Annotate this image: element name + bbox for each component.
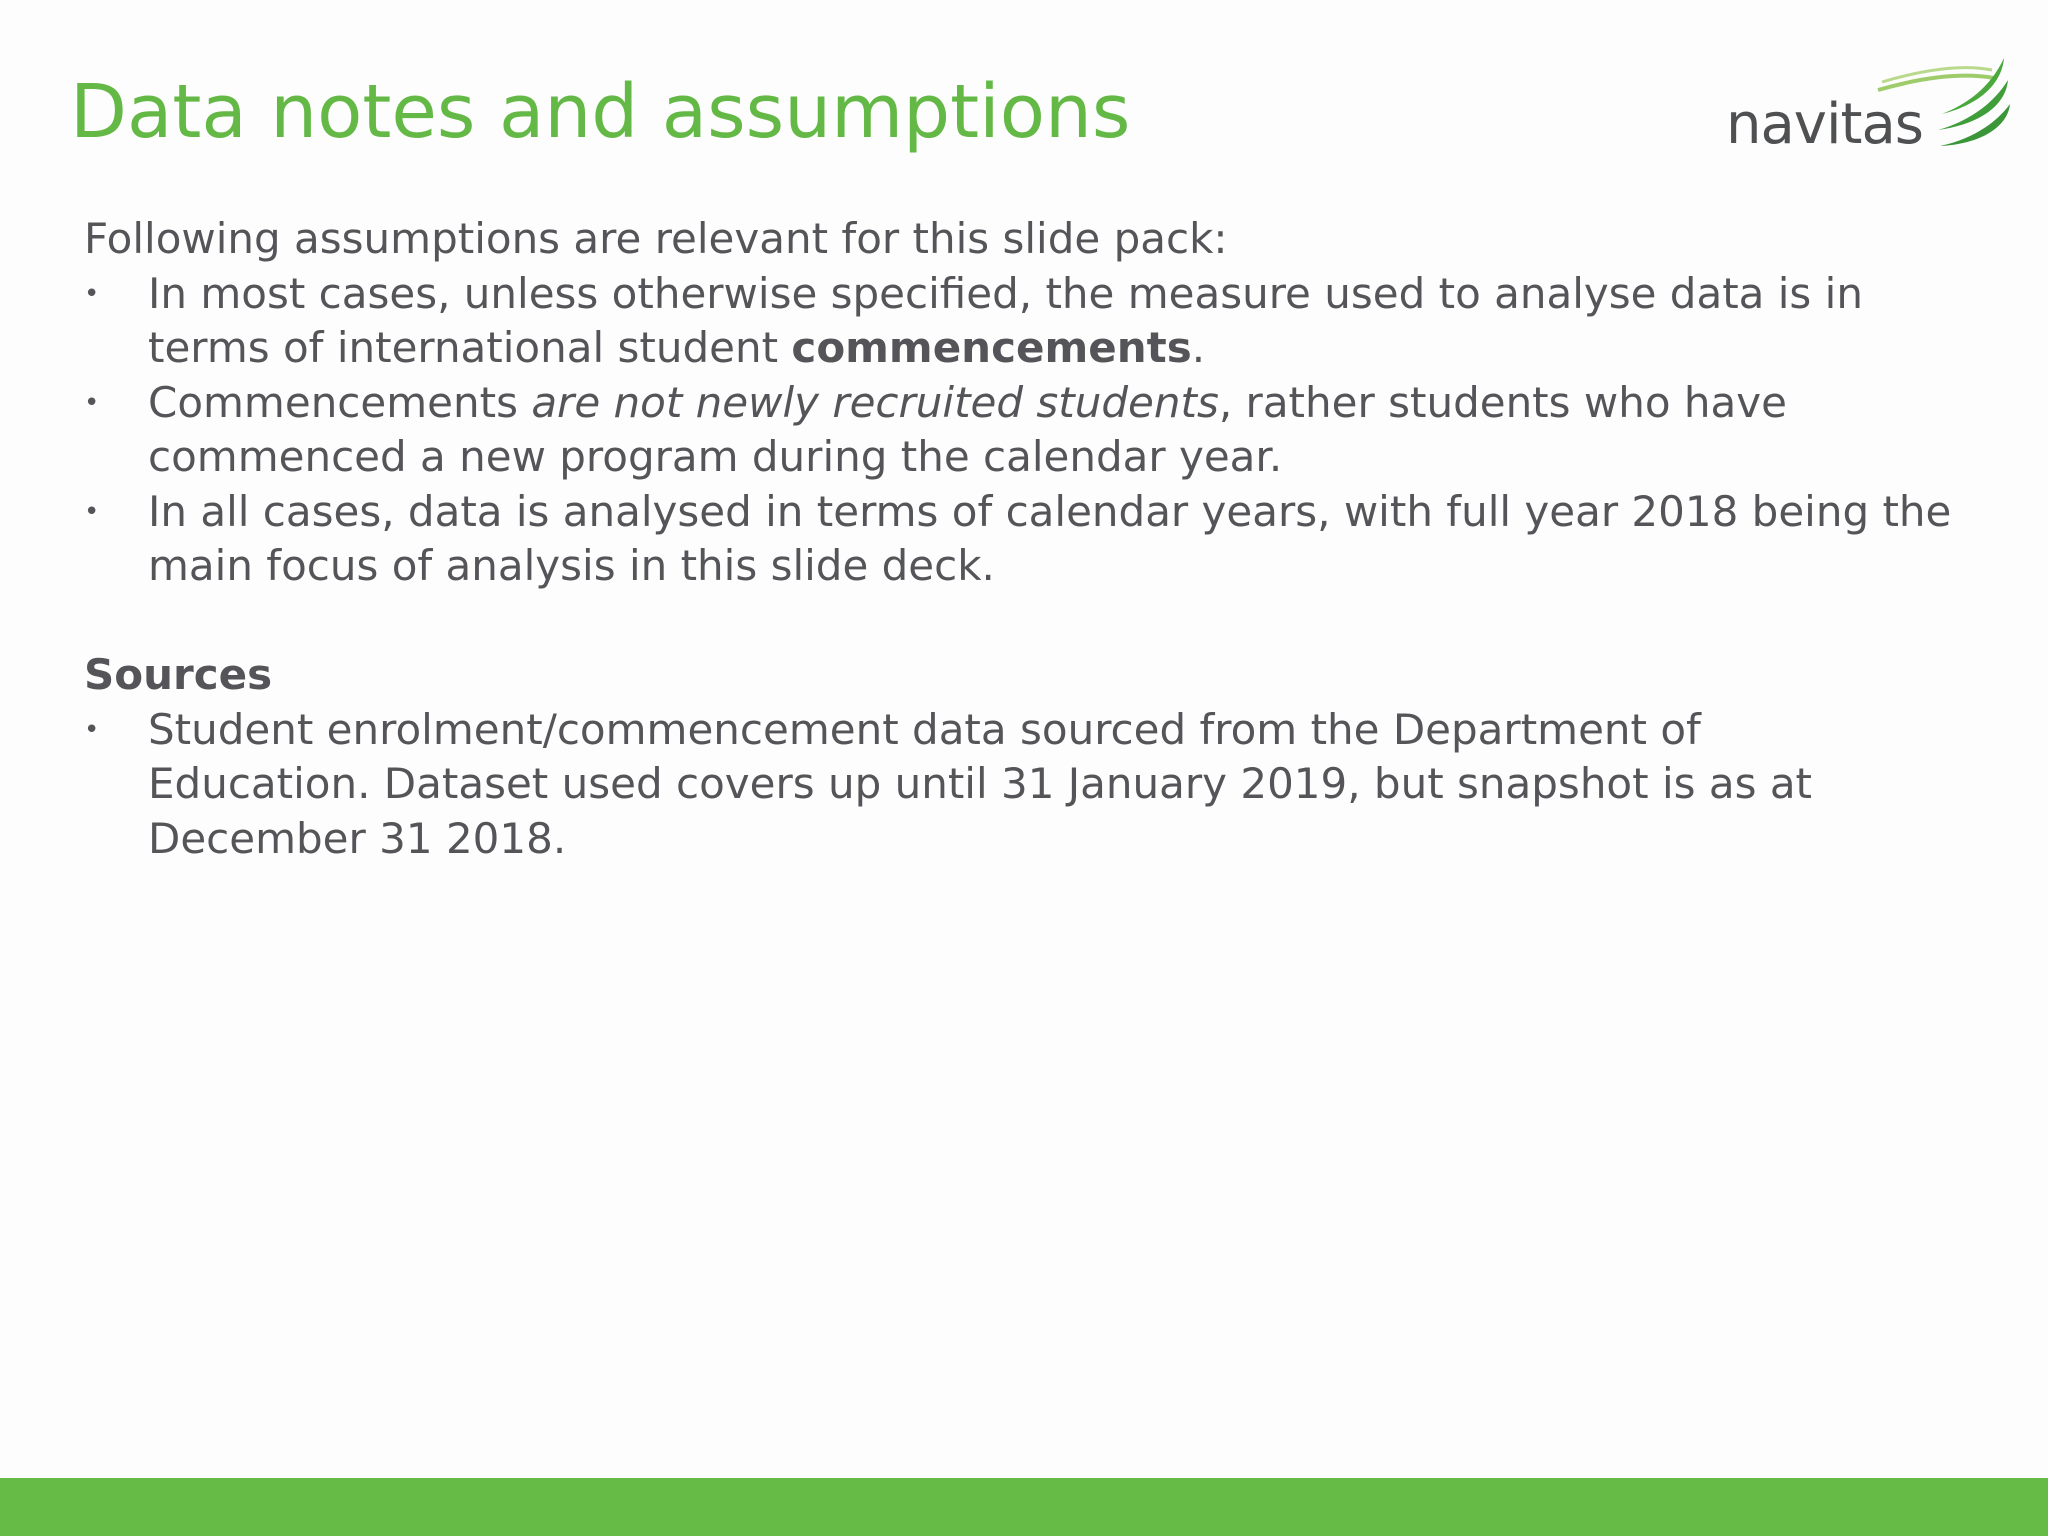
source-1-line-1: Student enrolment/commencement data sourced from the Department of: [148, 704, 1701, 754]
slide-body: [84, 212, 1984, 866]
source-item-department-of-education: [84, 703, 1984, 867]
assumption-2-text: Commencements: [148, 377, 532, 427]
sources-list: [84, 703, 1984, 867]
logo-wordmark: navitas: [1726, 92, 1923, 157]
sources-heading: Sources: [84, 650, 273, 699]
assumption-1-end: .: [1191, 323, 1206, 372]
bullet-icon: •: [84, 714, 100, 745]
assumption-2-end: , rather students who have commenced a new program during the calendar year.: [148, 377, 1787, 481]
assumption-1-text: In most cases, unless otherwise specified, the measure used to analyse data is in terms of international student: [148, 268, 1863, 372]
source-1-line-3: December 31 2018.: [148, 813, 567, 863]
section-spacer: [84, 594, 1984, 649]
assumption-item-calendar-years: [84, 485, 1984, 594]
logo-swoosh-icon: [1842, 52, 2017, 152]
assumptions-intro: Following assumptions are relevant for this slide pack:: [84, 214, 1228, 263]
navitas-logo: [1722, 52, 2012, 162]
bullet-icon: •: [84, 496, 100, 527]
footer-bar: [0, 1478, 2048, 1536]
slide-title: Data notes and assumptions: [70, 69, 1131, 155]
assumption-3-text: In all cases, data is analysed in terms of calendar years, with full year 2018 being the main focus of analysis in this slide deck.: [148, 486, 1952, 590]
source-1-line-2: Education. Dataset used covers up until 31 January 2019, but snapshot is as at: [148, 759, 1813, 808]
assumption-2-italic: are not newly recruited students: [531, 377, 1219, 427]
bullet-icon: •: [84, 278, 100, 309]
assumption-1-bold: commencements: [791, 323, 1192, 372]
bullet-icon: •: [84, 387, 100, 418]
assumptions-list: [84, 267, 1984, 594]
assumption-item-measure: [84, 267, 1984, 376]
assumption-item-commencements: [84, 376, 1984, 485]
